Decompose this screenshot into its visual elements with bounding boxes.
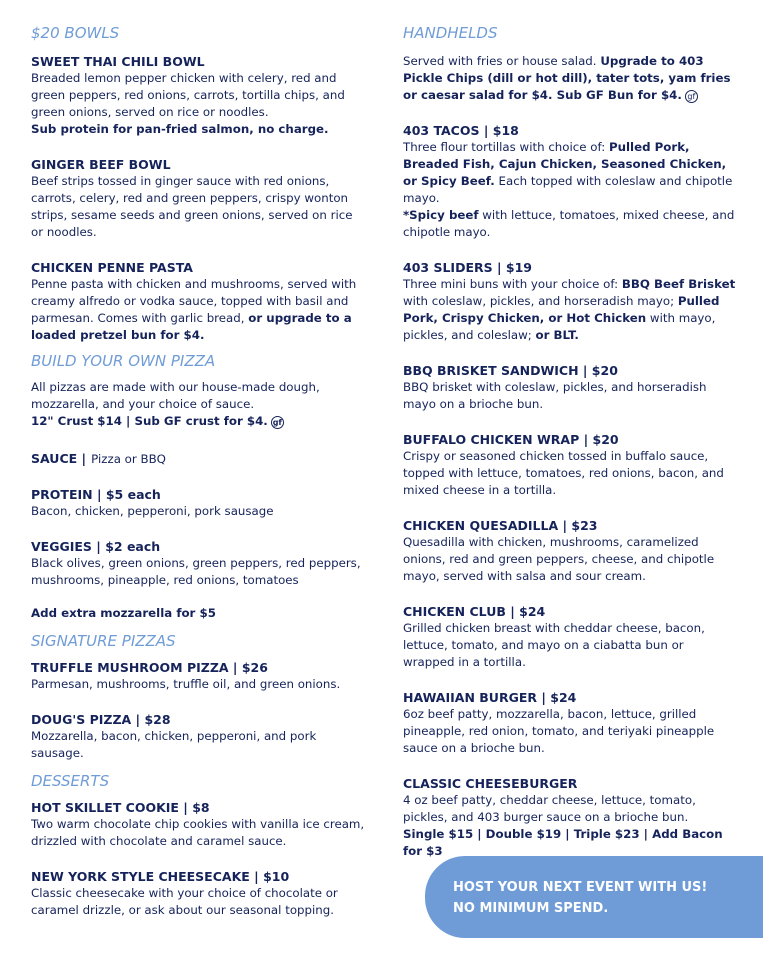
item-description: 6oz beef patty, mozzarella, bacon, lettuce, grilled pineapple, red onion, tomato, and teriyaki pineapple sauce on a brioche bun. [403, 707, 715, 755]
pizza-protein [31, 486, 367, 520]
item-title: HAWAIIAN BURGER | $24 [403, 690, 577, 705]
item-title: NEW YORK STYLE CHEESECAKE | $10 [31, 869, 290, 884]
banner-line-2: NO MINIMUM SPEND. [453, 901, 609, 916]
sliders-text-3: with mayo, pickles, and coleslaw; [403, 311, 716, 342]
handhelds-intro-text: Served with fries or house salad. [403, 54, 597, 68]
event-banner [425, 856, 763, 938]
item-description: Breaded lemon pepper chicken with celery, red and green peppers, red onions, carrots, tortilla chips, and green onions, served on rice or noodles. [31, 71, 345, 119]
item-description: BBQ brisket with coleslaw, pickles, and horseradish mayo on a brioche bun. [403, 380, 707, 411]
menu-item [31, 711, 367, 762]
menu-item [31, 259, 367, 344]
sliders-text-2: with coleslaw, pickles, and horseradish mayo; [403, 294, 675, 308]
item-title: PROTEIN | $5 each [31, 487, 161, 502]
menu-item [403, 517, 738, 585]
item-title: CHICKEN CLUB | $24 [403, 604, 546, 619]
section-title-build-pizza: BUILD YOUR OWN PIZZA [31, 352, 216, 370]
item-description: Grilled chicken breast with cheddar cheese, bacon, lettuce, tomato, and mayo on a ciabatta bun or wrapped in a tortilla. [403, 621, 705, 669]
item-title: BUFFALO CHICKEN WRAP | $20 [403, 432, 619, 447]
menu-item [403, 431, 738, 499]
menu-item [31, 799, 367, 850]
item-description [403, 139, 738, 241]
item-title: SWEET THAI CHILI BOWL [31, 54, 205, 69]
item-title: HOT SKILLET COOKIE | $8 [31, 800, 210, 815]
pizza-intro-text: All pizzas are made with our house-made dough, mozzarella, and your choice of sauce. [31, 380, 320, 411]
item-title: BBQ BRISKET SANDWICH | $20 [403, 363, 618, 378]
menu-item [31, 868, 367, 919]
item-title: CHICKEN PENNE PASTA [31, 260, 193, 275]
item-description: Crispy or seasoned chicken tossed in buffalo sauce, topped with lettuce, tomatoes, red onions, bacon, and mixed cheese in a tortilla. [403, 449, 724, 497]
menu-item [31, 659, 367, 693]
banner-text [453, 877, 707, 919]
gf-icon: gf [272, 418, 282, 427]
item-title: CHICKEN QUESADILLA | $23 [403, 518, 598, 533]
sliders-text-1: Three mini buns with your choice of: [403, 277, 619, 291]
gf-icon: gf [685, 90, 698, 103]
section-title-desserts: DESSERTS [31, 772, 110, 790]
pizza-sauce [31, 448, 367, 468]
sliders-choice-3: or BLT. [535, 328, 579, 342]
menu-item [403, 259, 738, 344]
right-column [403, 22, 738, 860]
extra-mozzarella: Add extra mozzarella for $5 [31, 606, 216, 620]
pizza-crust-text: 12" Crust $14 | Sub GF crust for $4. [31, 414, 268, 428]
item-description: Bacon, chicken, pepperoni, pork sausage [31, 504, 274, 518]
sliders-choice-1: BBQ Beef Brisket [621, 277, 736, 291]
menu-item [403, 775, 738, 860]
item-title: VEGGIES | $2 each [31, 539, 161, 554]
menu-item [403, 362, 738, 413]
tacos-text-3: with lettuce, tomatoes, mixed cheese, and chipotle mayo. [403, 208, 735, 239]
item-description: Two warm chocolate chip cookies with vanilla ice cream, drizzled with chocolate and caramel sauce. [31, 817, 365, 848]
item-description: Classic cheesecake with your choice of chocolate or caramel drizzle, or ask about our seasonal topping. [31, 886, 338, 917]
item-title: 403 TACOS | $18 [403, 123, 519, 138]
section-title-signature: SIGNATURE PIZZAS [31, 632, 176, 650]
item-title: 403 SLIDERS | $19 [403, 260, 532, 275]
menu-item [403, 603, 738, 671]
sauce-label: SAUCE | [31, 451, 87, 466]
item-title: GINGER BEEF BOWL [31, 157, 171, 172]
item-description-text: Penne pasta with chicken and mushrooms, served with creamy alfredo or vodka sauce, topped with basil and parmesan. Comes with garlic bread, [31, 277, 357, 325]
item-description: Black olives, green onions, green peppers, red peppers, mushrooms, pineapple, red onions, tomatoes [31, 556, 361, 587]
tacos-text-2: Each topped with coleslaw and chipotle mayo. [403, 174, 733, 205]
cheeseburger-prices: Single $15 | Double $19 | Triple $23 | Add Bacon for $3 [403, 827, 723, 858]
item-description: Quesadilla with chicken, mushrooms, caramelized onions, red and green peppers, cheese, and chipotle mayo, served with salsa and sour cream. [403, 535, 715, 583]
pizza-crust [31, 413, 367, 430]
item-description: Parmesan, mushrooms, truffle oil, and green onions. [31, 677, 341, 691]
item-title: CLASSIC CHEESEBURGER [403, 776, 578, 791]
item-description: Beef strips tossed in ginger sauce with red onions, carrots, celery, red and green peppers, crispy wonton strips, sesame seeds and green onions, served on rice or noodles. [31, 174, 353, 239]
item-description [403, 276, 738, 344]
menu-item [31, 156, 367, 241]
item-title: DOUG'S PIZZA | $28 [31, 712, 171, 727]
item-title: TRUFFLE MUSHROOM PIZZA | $26 [31, 660, 268, 675]
handhelds-intro [403, 53, 738, 104]
sliders-choice-2: Pulled Pork, Crispy Chicken, or Hot Chicken [403, 294, 720, 325]
banner-line-1: HOST YOUR NEXT EVENT WITH US! [453, 880, 708, 895]
item-description: Mozzarella, bacon, chicken, pepperoni, and pork sausage. [31, 729, 317, 760]
handhelds-upgrade: Upgrade to 403 Pickle Chips (dill or hot dill), tater tots, yam fries or caesar salad for $4. Sub GF Bun for $4. [403, 54, 731, 102]
pizza-veggies [31, 538, 367, 589]
item-upgrade: or upgrade to a loaded pretzel bun for $4. [31, 311, 352, 342]
sauce-value: Pizza or BBQ [91, 452, 166, 466]
left-column [31, 22, 367, 919]
menu-item [31, 53, 367, 138]
item-description [31, 276, 367, 344]
tacos-text-1: Three flour tortillas with choice of: [403, 140, 606, 154]
pizza-intro [31, 379, 367, 430]
menu-item [403, 122, 738, 241]
section-title-bowls: $20 BOWLS [31, 24, 120, 42]
item-description: 4 oz beef patty, cheddar cheese, lettuce, tomato, pickles, and 403 burger sauce on a brioche bun. [403, 793, 696, 824]
tacos-spicy: *Spicy beef [403, 208, 479, 222]
section-title-handhelds: HANDHELDS [403, 24, 498, 42]
item-note: Sub protein for pan-fried salmon, no charge. [31, 122, 329, 136]
tacos-choices: Pulled Pork, Breaded Fish, Cajun Chicken, Seasoned Chicken, or Spicy Beef. [403, 140, 727, 188]
menu-item [403, 689, 738, 757]
